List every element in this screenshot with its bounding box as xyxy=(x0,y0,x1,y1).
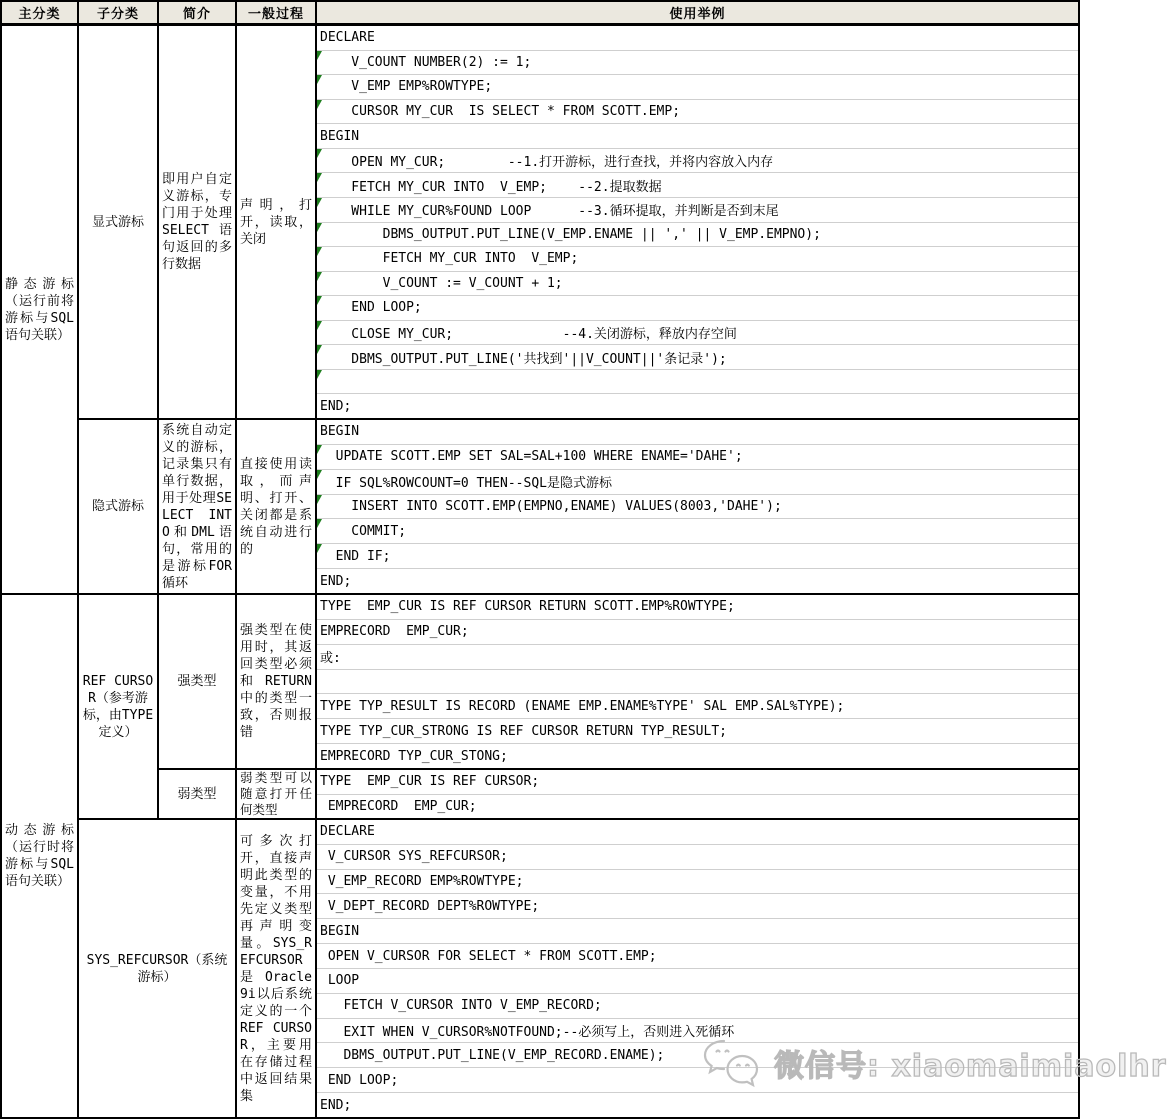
code-line xyxy=(317,370,1078,395)
code-line: OPEN MY_CUR; --1.打开游标，进行查找，并将内容放入内存 xyxy=(317,149,1078,174)
cell-implicit-cursor-intro xyxy=(159,420,237,595)
code-line: DBMS_OUTPUT.PUT_LINE(V_EMP.ENAME || ',' || V_EMP.EMPNO); xyxy=(317,223,1078,248)
error-marker-icon xyxy=(317,470,322,479)
sys-refcursor-label: SYS_REFCURSOR（系统游标） xyxy=(86,952,228,985)
cell-dynamic-cursor-category xyxy=(0,595,79,1119)
implicit-cursor-label: 隐式游标 xyxy=(91,499,144,514)
explicit-cursor-intro-text: 即用户自定义游标，专门用于处理SELECT语句返回的多行数据 xyxy=(162,172,232,272)
code-line: V_COUNT NUMBER(2) := 1; xyxy=(317,51,1078,76)
error-marker-icon xyxy=(317,321,322,330)
cell-static-cursor-category xyxy=(0,26,79,595)
code-line: BEGIN xyxy=(317,124,1078,149)
cell-strong-type xyxy=(159,595,237,770)
code-line: DBMS_OUTPUT.PUT_LINE('共找到'||V_COUNT||'条记录'); xyxy=(317,345,1078,370)
code-line: UPDATE SCOTT.EMP SET SAL=SAL+100 WHERE ENAME='DAHE'; xyxy=(317,445,1078,470)
weak-type-process-text: 弱类型可以随意打开任何类型 xyxy=(240,770,312,817)
explicit-cursor-process-text: 声明，打开，读取，关闭 xyxy=(240,197,312,247)
code-line: V_EMP EMP%ROWTYPE; xyxy=(317,75,1078,100)
error-marker-icon xyxy=(317,198,322,207)
ref-cursor-label: REF CURSOR（参考游标，由TYPE定义） xyxy=(82,673,154,740)
error-marker-icon xyxy=(317,370,322,379)
implicit-cursor-process-text: 直接使用读取，而声明、打开、关闭都是系统自动进行的 xyxy=(240,456,312,557)
code-line: END; xyxy=(320,573,352,589)
code-line: OPEN V_CURSOR FOR SELECT * FROM SCOTT.EMP; xyxy=(317,944,1078,969)
cell-explicit-cursor-process xyxy=(237,26,317,420)
implicit-cursor-intro-text: 系统自动定义的游标，记录集只有单行数据，用于处理SELECT INTO和DML语句，常用的是游标FOR循环 xyxy=(162,422,232,591)
error-marker-icon xyxy=(317,75,322,84)
col-header-label: 使用举例 xyxy=(669,7,726,22)
error-marker-icon xyxy=(317,51,322,60)
code-line: BEGIN xyxy=(317,919,1078,944)
error-marker-icon xyxy=(317,445,322,454)
code-line: LOOP xyxy=(317,969,1078,994)
col-header-intro xyxy=(159,0,237,26)
strong-type-process-text: 强类型在使用时，其返回类型必须和RETURN中的类型一致，否则报错 xyxy=(240,623,312,740)
error-marker-icon xyxy=(317,544,322,553)
code-line: CLOSE MY_CUR; --4.关闭游标，释放内存空间 xyxy=(317,321,1078,346)
code-line: TYPE EMP_CUR IS REF CURSOR; xyxy=(317,770,1078,795)
code-line: EMPRECORD EMP_CUR; xyxy=(317,620,1078,645)
code-line: FETCH MY_CUR INTO V_EMP; --2.提取数据 xyxy=(317,173,1078,198)
error-marker-icon xyxy=(317,345,322,354)
error-marker-icon xyxy=(317,100,322,109)
code-example-explicit-cursor xyxy=(317,26,1080,420)
static-cursor-label: 静态游标（运行前将游标与SQL语句关联） xyxy=(5,276,74,343)
col-header-label: 简介 xyxy=(182,7,211,22)
code-example-sys-refcursor xyxy=(317,820,1080,1119)
code-line: EXIT WHEN V_CURSOR%NOTFOUND;--必须写上，否则进入死循环 xyxy=(317,1019,1078,1044)
code-line: END IF; xyxy=(317,544,1078,569)
code-line: V_COUNT := V_COUNT + 1; xyxy=(317,272,1078,297)
code-line: INSERT INTO SCOTT.EMP(EMPNO,ENAME) VALUES(8003,'DAHE'); xyxy=(317,495,1078,520)
code-line: END; xyxy=(320,1097,352,1113)
code-line: V_EMP_RECORD EMP%ROWTYPE; xyxy=(317,870,1078,895)
error-marker-icon xyxy=(317,272,322,281)
code-line: WHILE MY_CUR%FOUND LOOP --3.循环提取，并判断是否到末尾 xyxy=(317,198,1078,223)
cell-explicit-cursor-sub xyxy=(79,26,159,420)
error-marker-icon xyxy=(317,247,322,256)
col-header-general-process xyxy=(237,0,317,26)
error-marker-icon xyxy=(317,223,322,232)
error-marker-icon xyxy=(317,296,322,305)
col-header-main-category xyxy=(0,0,79,26)
code-line: DECLARE xyxy=(317,26,1078,51)
dynamic-cursor-label: 动态游标（运行时将游标与SQL语句关联） xyxy=(5,823,74,889)
code-line: IF SQL%ROWCOUNT=0 THEN--SQL是隐式游标 xyxy=(317,470,1078,495)
cell-explicit-cursor-intro xyxy=(159,26,237,420)
cell-sys-refcursor-process xyxy=(237,820,317,1119)
code-line: BEGIN xyxy=(317,420,1078,445)
code-example-strong-type xyxy=(317,595,1080,770)
cell-strong-type-process xyxy=(237,595,317,770)
strong-type-label: 强类型 xyxy=(177,674,217,689)
cell-weak-type-process xyxy=(237,770,317,820)
cell-implicit-cursor-sub xyxy=(79,420,159,595)
code-example-implicit-cursor xyxy=(317,420,1080,595)
error-marker-icon xyxy=(317,173,322,182)
watermark-text: 微信号: xiaomaimiaolhr xyxy=(774,1049,1167,1084)
explicit-cursor-label: 显式游标 xyxy=(91,214,144,230)
code-line: END; xyxy=(320,398,352,414)
code-line: 或: xyxy=(317,645,1078,670)
error-marker-icon xyxy=(317,495,322,504)
cell-implicit-cursor-process xyxy=(237,420,317,595)
code-line: V_CURSOR SYS_REFCURSOR; xyxy=(317,845,1078,870)
cell-weak-type xyxy=(159,770,237,820)
code-line: TYPE TYP_CUR_STRONG IS REF CURSOR RETURN TYP_RESULT; xyxy=(317,719,1078,744)
code-line: END LOOP; xyxy=(317,296,1078,321)
col-header-label: 一般过程 xyxy=(247,7,304,22)
cell-ref-cursor-sub xyxy=(79,595,159,820)
code-line: FETCH V_CURSOR INTO V_EMP_RECORD; xyxy=(317,994,1078,1019)
code-line: CURSOR MY_CUR IS SELECT * FROM SCOTT.EMP; xyxy=(317,100,1078,125)
code-line: END LOOP; xyxy=(317,1068,1078,1093)
col-header-usage-example xyxy=(317,0,1080,26)
code-line: FETCH MY_CUR INTO V_EMP; xyxy=(317,247,1078,272)
code-line: DBMS_OUTPUT.PUT_LINE(V_EMP_RECORD.ENAME); xyxy=(317,1043,1078,1068)
col-header-label: 子分类 xyxy=(96,7,139,22)
code-line xyxy=(317,670,1078,695)
cell-sys-refcursor-sub xyxy=(79,820,237,1119)
code-line: V_DEPT_RECORD DEPT%ROWTYPE; xyxy=(317,894,1078,919)
error-marker-icon xyxy=(317,519,322,528)
col-header-label: 主分类 xyxy=(18,7,61,22)
code-example-weak-type xyxy=(317,770,1080,820)
code-line: COMMIT; xyxy=(317,519,1078,544)
sys-refcursor-process-text: 可多次打开，直接声明此类型的变量，不用先定义类型再声明变量。SYS_REFCURSOR 是 Oracle 9i以后系统定义的一个REF CURSOR，主要用在存储过程中返回结果集 xyxy=(240,833,312,1104)
code-line: EMPRECORD EMP_CUR; xyxy=(320,798,477,814)
weak-type-label: 弱类型 xyxy=(177,786,217,802)
code-line: TYPE EMP_CUR IS REF CURSOR RETURN SCOTT.EMP%ROWTYPE; xyxy=(317,595,1078,620)
code-line: DECLARE xyxy=(317,820,1078,845)
col-header-sub-category xyxy=(79,0,159,26)
code-line: TYPE TYP_RESULT IS RECORD (ENAME EMP.ENAME%TYPE' SAL EMP.SAL%TYPE); xyxy=(317,694,1078,719)
code-line: EMPRECORD TYP_CUR_STONG; xyxy=(320,748,508,764)
error-marker-icon xyxy=(317,149,322,158)
